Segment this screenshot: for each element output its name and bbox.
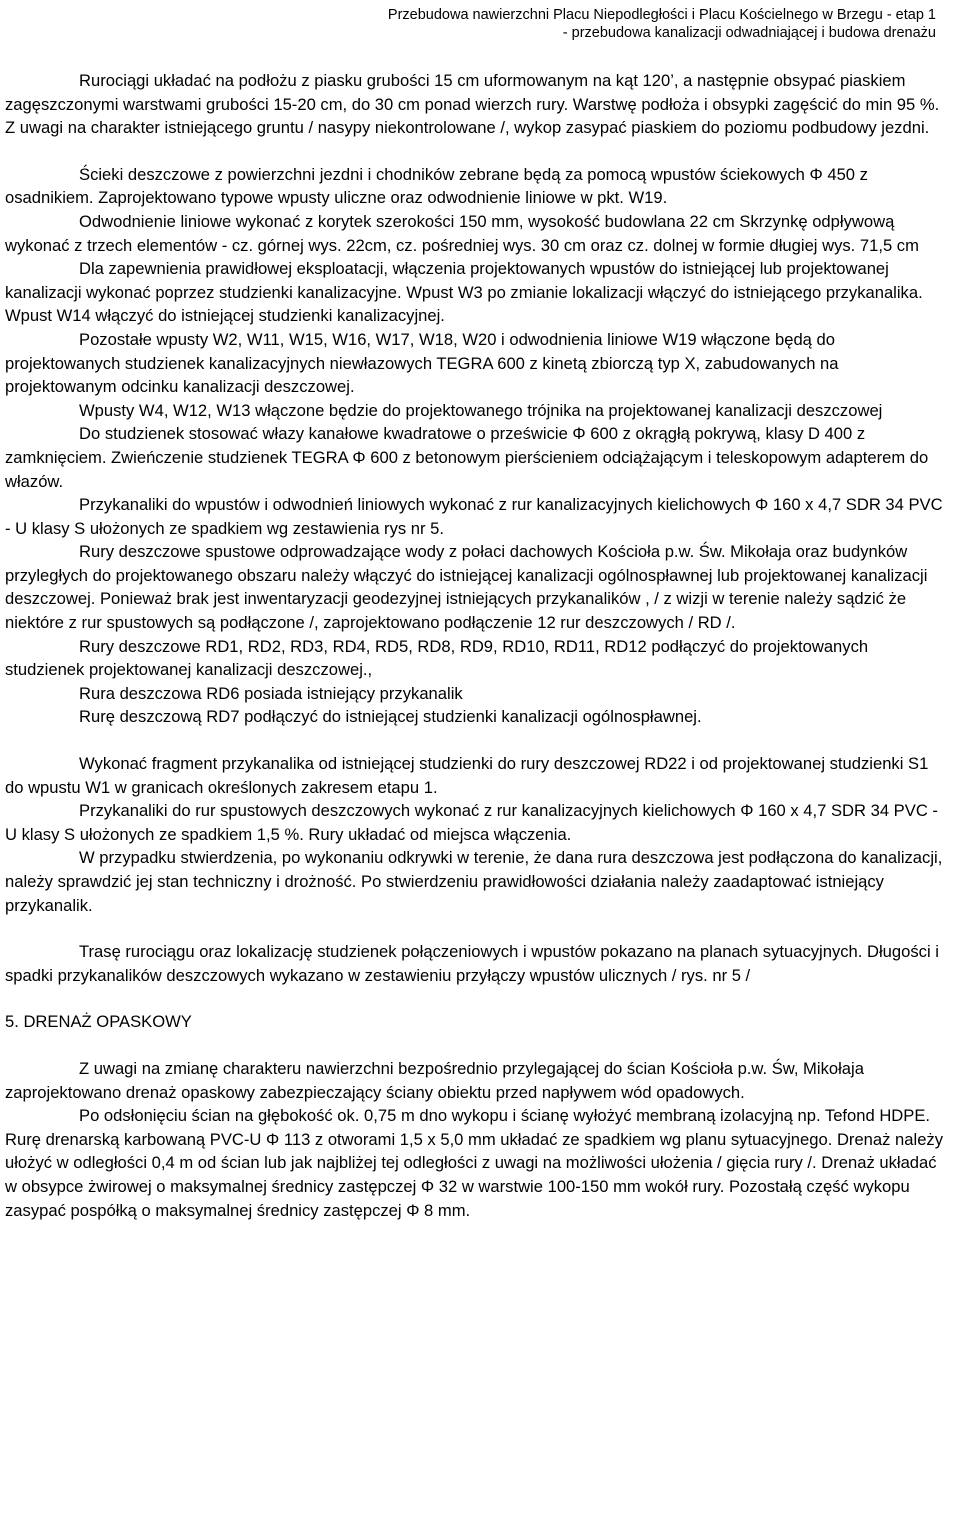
paragraph: Dla zapewnienia prawidłowej eksploatacji, włączenia projektowanych wpustów do istniejącej lub projektowanej kanalizacji wykonać poprzez studzienki kanalizacyjne. Wpust W3 po zmianie lokalizacji włączyć do istniejącego przykanalika. Wpust W14 włączyć do istniejącej studzienki kanalizacyjnej. bbox=[5, 259, 923, 326]
page-header bbox=[388, 6, 936, 42]
paragraph: Rury deszczowe spustowe odprowadzające wody z połaci dachowych Kościoła p.w. Św. Mikołaja oraz budynków przyległych do projektowanego obszaru należy włączyć do istniejącej kanalizacji ogólnospławnej lub projektowanej kanalizacji deszczowej. Ponieważ brak jest inwentaryzacji geodezyjnej istniejących przykanalików , / z wizji w terenie należy sądzić że niektóre z rur spustowych są podłączone /, zaprojektowano podłączenie 12 rur deszczowych / RD /. bbox=[5, 542, 928, 633]
paragraph: Przykanaliki do wpustów i odwodnień liniowych wykonać z rur kanalizacyjnych kielichowych Φ 160 x 4,7 SDR 34 PVC - U klasy S ułożonych ze spadkiem wg zestawienia rys nr 5. bbox=[5, 495, 943, 538]
header-line-1: Przebudowa nawierzchni Placu Niepodległości i Placu Kościelnego w Brzegu - etap 1 bbox=[387, 7, 936, 23]
paragraph: Z uwagi na charakter istniejącego gruntu / nasypy niekontrolowane /, wykop zasypać piaskiem do poziomu podbudowy jezdni. bbox=[5, 118, 930, 138]
paragraph: Rury deszczowe RD1, RD2, RD3, RD4, RD5, RD8, RD9, RD10, RD11, RD12 podłączyć do projektowanych studzienek projektowanej kanalizacji deszczowej., bbox=[5, 636, 869, 680]
document-body bbox=[5, 69, 950, 1222]
paragraph: Przykanaliki do rur spustowych deszczowych wykonać z rur kanalizacyjnych kielichowych Φ 160 x 4,7 SDR 34 PVC - U klasy S ułożonych ze spadkiem 1,5 %. Rury układać od miejsca włączenia. bbox=[5, 801, 938, 844]
paragraph: Wykonać fragment przykanalika od istniejącej studzienki do rury deszczowej RD22 i od projektowanej studzienki S1 do wpustu W1 w granicach określonych zakresem etapu 1. bbox=[5, 754, 929, 797]
paragraph: Odwodnienie liniowe wykonać z korytek szerokości 150 mm, wysokość budowlana 22 cm Skrzynkę odpływową wykonać z trzech elementów - cz. górnej wys. 22cm, cz. pośredniej wys. 30 cm oraz cz. dolnej w formie długiej wys. 71,5 cm bbox=[5, 211, 919, 255]
paragraph: Pozostałe wpusty W2, W11, W15, W16, W17, W18, W20 i odwodnienia liniowe W19 włączone będą do projektowanych studzienek kanalizacyjnych niewłazowych TEGRA 600 z kinetą zbiorczą typ X, zabudowanych na projektowanym odcinku kanalizacji deszczowej. bbox=[5, 329, 839, 397]
paragraph: Ścieki deszczowe z powierzchni jezdni i chodników zebrane będą za pomocą wpustów ściekowych Φ 450 z osadnikiem. Zaprojektowano typowe wpusty uliczne oraz odwodnienie liniowe w pkt. W19. bbox=[5, 164, 868, 208]
paragraph: Rurę deszczową RD7 podłączyć do istniejącej studzienki kanalizacji ogólnospławnej. bbox=[79, 707, 702, 727]
paragraph: Wpusty W4, W12, W13 włączone będzie do projektowanego trójnika na projektowanej kanalizacji deszczowej bbox=[79, 400, 883, 420]
paragraph: Do studzienek stosować włazy kanałowe kwadratowe o prześwicie Φ 600 z okrągłą pokrywą, klasy D 400 z zamknięciem. Zwieńczenie studzienek TEGRA Φ 600 z betonowym pierścieniem odciążającym i teleskopowym adapterem do włazów. bbox=[5, 424, 929, 491]
paragraph: Trasę rurociągu oraz lokalizację studzienek połączeniowych i wpustów pokazano na planach sytuacyjnych. Długości i spadki przykanalików deszczowych wykazano w zestawieniu przyłączy wpustów ulicznych / rys. nr 5 / bbox=[5, 942, 939, 985]
paragraph: Rurociągi układać na podłożu z piasku grubości 15 cm uformowanym na kąt 120’, a następnie obsypać piaskiem zagęszczonymi warstwami grubości 15-20 cm, do 30 cm ponad wierzch rury. Warstwę podłoża i obsypki zagęścić do min 95 %. bbox=[5, 71, 940, 114]
section-heading: 5. DRENAŻ OPASKOWY bbox=[5, 1012, 192, 1032]
paragraph: Rura deszczowa RD6 posiada istniejący przykanalik bbox=[79, 683, 463, 703]
paragraph: W przypadku stwierdzenia, po wykonaniu odkrywki w terenie, że dana rura deszczowa jest podłączona do kanalizacji, należy sprawdzić jej stan techniczny i drożność. Po stwierdzeniu prawidłowości działania należy zaadaptować istniejący przykanalik. bbox=[5, 848, 943, 915]
paragraph: Po odsłonięciu ścian na głębokość ok. 0,75 m dno wykopu i ścianę wyłożyć membraną izolacyjną np. Tefond HDPE. Rurę drenarską karbowaną PVC-U Φ 113 z otworami 1,5 x 5,0 mm układać ze spadkiem wg planu sytuacyjnego. Drenaż należy ułożyć w odległości 0,4 m od ścian lub jak najbliżej tej odległości z uwagi na możliwości ułożenia / gięcia rury /. Drenaż układać w obsypce żwirowej o maksymalnej średnicy zastępczej Φ 32 w warstwie 100-150 mm wokół rury. Pozostałą część wykopu zasypać pospółką o maksymalnej średnicy zastępczej Φ 8 mm. bbox=[5, 1106, 944, 1220]
paragraph: Z uwagi na zmianę charakteru nawierzchni bezpośrednio przylegającej do ścian Kościoła p.w. Św, Mikołaja zaprojektowano drenaż opaskowy zabezpieczający ściany obiektu przed napływem wód opadowych. bbox=[5, 1058, 864, 1102]
header-line-2: - przebudowa kanalizacji odwadniającej i budowa drenażu bbox=[562, 25, 936, 41]
